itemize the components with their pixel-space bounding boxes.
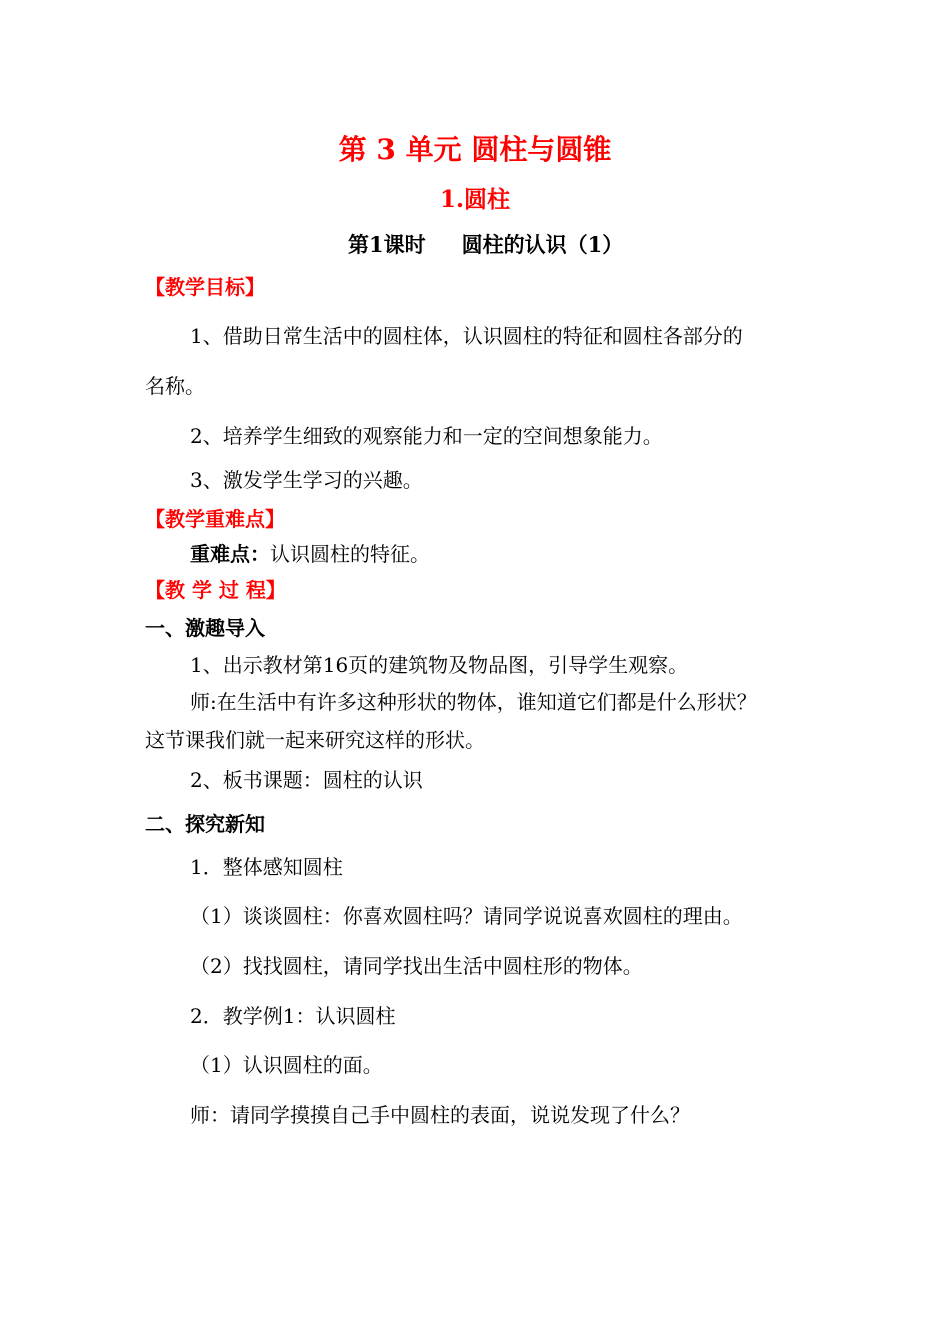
part-2-step-1: 1．整体感知圆柱 xyxy=(190,855,343,879)
lesson-name: 圆柱的认识（1） xyxy=(461,232,624,257)
part-2-step-2: 2．教学例1：认识圆柱 xyxy=(190,1004,396,1028)
key-points-label: 重难点： xyxy=(190,542,270,566)
section-title: 1.圆柱 xyxy=(439,186,510,213)
lesson-heading xyxy=(348,232,623,257)
part-1-teacher-line-2: 这节课我们就一起来研究这样的形状。 xyxy=(145,728,485,752)
part-1-step-2: 2、板书课题：圆柱的认识 xyxy=(190,768,423,792)
goals-heading: 【教学目标】 xyxy=(145,275,265,299)
goal-2: 2、培养学生细致的观察能力和一定的空间想象能力。 xyxy=(190,424,663,448)
lesson-period: 第1课时 xyxy=(348,232,426,257)
part-2-sub-3: （1）认识圆柱的面。 xyxy=(190,1053,383,1077)
key-points-line xyxy=(190,542,430,566)
part-1-step-1: 1、出示教材第16页的建筑物及物品图，引导学生观察。 xyxy=(190,653,689,677)
part-2-sub-2: （2）找找圆柱，请同学找出生活中圆柱形的物体。 xyxy=(190,954,643,978)
goal-3: 3、激发学生学习的兴趣。 xyxy=(190,468,423,492)
unit-title: 第 3 单元 圆柱与圆锥 xyxy=(338,133,612,166)
goal-1-line-2: 名称。 xyxy=(145,374,205,398)
part-1-heading: 一、激趣导入 xyxy=(145,616,265,640)
part-1-teacher-line-1: 师:在生活中有许多这种形状的物体，谁知道它们都是什么形状？ xyxy=(190,690,757,714)
process-heading: 【教 学 过 程】 xyxy=(145,578,286,602)
key-points-text: 认识圆柱的特征。 xyxy=(270,542,430,566)
part-2-heading: 二、探究新知 xyxy=(145,812,265,836)
part-2-sub-1: （1）谈谈圆柱：你喜欢圆柱吗？请同学说说喜欢圆柱的理由。 xyxy=(190,904,743,928)
part-2-teacher: 师：请同学摸摸自己手中圆柱的表面，说说发现了什么？ xyxy=(190,1103,690,1127)
goal-1-line-1: 1、借助日常生活中的圆柱体，认识圆柱的特征和圆柱各部分的 xyxy=(190,324,743,348)
key-points-heading: 【教学重难点】 xyxy=(145,507,285,531)
